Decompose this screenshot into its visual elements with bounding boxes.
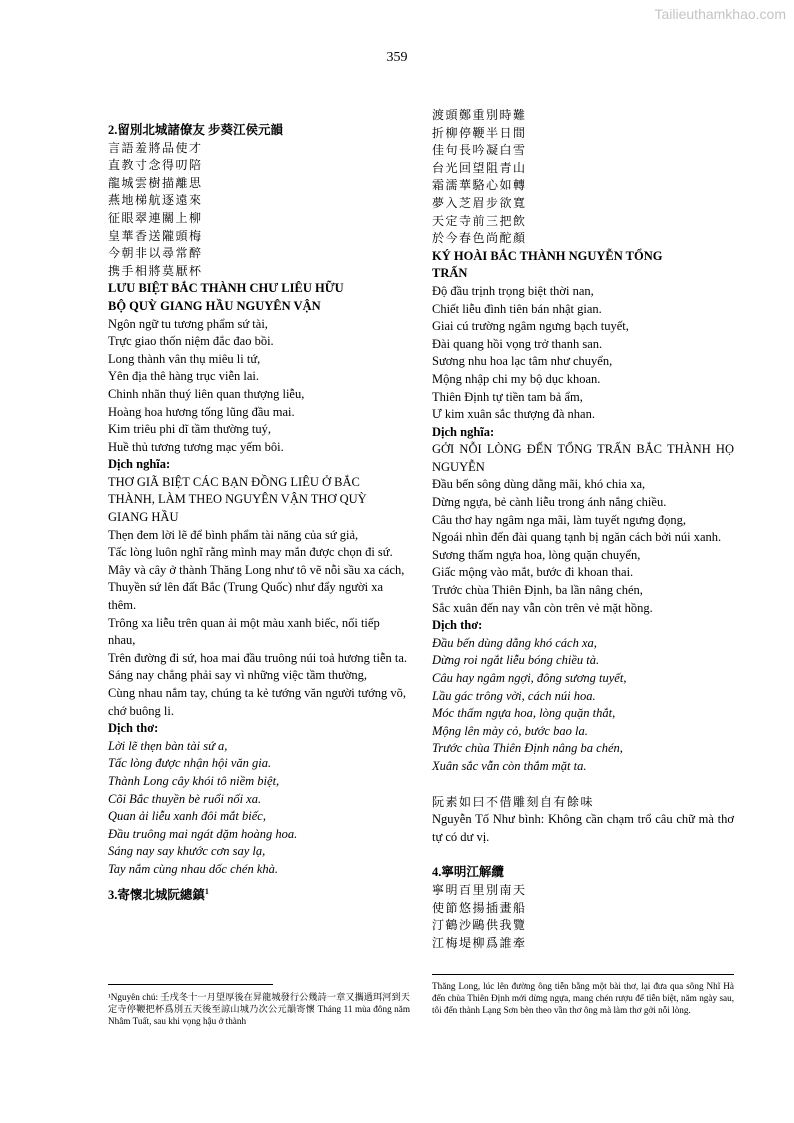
prose-line: Sương thấm ngựa hoa, lòng quặn chuyển, xyxy=(432,547,641,562)
verse-line: Xuân sắc vẫn còn thắm mặt ta. xyxy=(432,758,587,773)
verse-line: Lầu gác trông vời, cách núi hoa. xyxy=(432,688,596,703)
verse-line: Chiết liễu đình tiên bán nhật gian. xyxy=(432,301,602,316)
prose-line: Thẹn đem lời lẽ để bình phẩm tài năng của sứ giả, xyxy=(108,527,359,542)
watermark: Tailieuthamkhao.com xyxy=(654,6,786,22)
han-line: 渡頭鄭重別時難 xyxy=(432,108,527,122)
dich-tho-verse xyxy=(432,635,734,776)
dich-nghia-title: GỞI NỖI LÒNG ĐẾN TỔNG TRẤN BẮC THÀNH HỌ NGUYỄN xyxy=(432,442,734,474)
footnote-marker: 1 xyxy=(204,886,209,896)
verse-line: Trực giao thốn niệm đắc đao bồi. xyxy=(108,334,274,349)
verse-line: Huề thủ tương tương mạc yếm bôi. xyxy=(108,439,284,454)
han-line: 龍城雲樹描離思 xyxy=(108,175,203,190)
dich-nghia-label: Dịch nghĩa: xyxy=(432,424,495,439)
verse-line: Long thành vân thụ miêu li tứ, xyxy=(108,351,261,366)
dich-nghia-label: Dịch nghĩa: xyxy=(108,457,171,472)
han-line: 江梅堤柳爲誰牽 xyxy=(432,935,527,950)
poem4-han-lines xyxy=(432,882,734,952)
verse-line: Móc thấm ngựa hoa, lòng quặn thắt, xyxy=(432,706,616,721)
han-line: 台光回望阻青山 xyxy=(432,160,527,175)
verse-line: Quan ải liễu xanh đôi mắt biếc, xyxy=(108,809,266,824)
han-line: 汀鶴沙鷗供我覽 xyxy=(432,918,527,933)
verse-line: Mộng nhập chi my bộ dục khoan. xyxy=(432,371,601,386)
verse-line: Ngôn ngữ tu tương phẩm sứ tài, xyxy=(108,316,268,331)
poem2-han-lines xyxy=(108,140,408,281)
prose-line: Trông xa liễu trên quan ải một màu xanh biếc, nối tiếp nhau, xyxy=(108,615,380,648)
verse-line: Sương nhu hoa lạc tâm như chuyển, xyxy=(432,354,613,369)
han-line: 皇華香送隴頭梅 xyxy=(108,228,203,243)
verse-line: Sáng nay say khước cơn say lạ, xyxy=(108,844,266,859)
prose-line: Cùng nhau nắm tay, chúng ta kẻ tướng văn người tướng võ, chớ buông li. xyxy=(108,686,406,718)
prose-line: Câu thơ hay ngâm nga mãi, làm tuyết ngưng đọng, xyxy=(432,512,686,527)
title-line: TRẤN xyxy=(432,266,468,281)
footnote-right: Thăng Long, lúc lên đường ông tiễn bằng một bài thơ, lại đưa qua sông Nhĩ Hà đến chùa Thiên Định mới dừng ngựa, mang chén rượu để tiễn biệt, năm ngày sau, tôi đến thành Lạng Sơn bèn theo vần thơ ông mà làm thơ gởi nỗi lòng. xyxy=(432,981,734,1016)
verse-line: Đầu bến dùng dằng khó cách xa, xyxy=(432,635,597,650)
prose-line: Đầu bến sông dùng dằng mãi, khó chia xa, xyxy=(432,477,646,492)
han-line: 使節悠揚插畫船 xyxy=(432,900,527,915)
dich-nghia-text xyxy=(108,527,408,721)
dich-tho-label: Dịch thơ: xyxy=(432,618,483,633)
han-line: 折柳停鞭半日間 xyxy=(432,125,527,140)
poem3-han-lines xyxy=(432,107,734,248)
title-line: KÝ HOÀI BẮC THÀNH NGUYỄN TỔNG xyxy=(432,248,663,263)
verse-line: Ư kim xuân sắc thượng đà nhan. xyxy=(432,407,595,422)
prose-line: Mây và cây ở thành Thăng Long như tô vẽ nỗi sầu xa cách, xyxy=(108,562,405,577)
verse-line: Cõi Bắc thuyền bè ruổi nối xa. xyxy=(108,791,262,806)
verse-line: Mộng lên mày cỏ, bước bao la. xyxy=(432,723,588,738)
title-line: BỘ QUỲ GIANG HẦU NGUYÊN VẬN xyxy=(108,298,321,313)
verse-line: Thiên Định tự tiền tam bả ẩm, xyxy=(432,389,583,404)
dich-tho-verse xyxy=(108,738,408,879)
title-line: LƯU BIỆT BẮC THÀNH CHƯ LIÊU HỮU xyxy=(108,281,344,296)
poem3-heading xyxy=(108,887,408,905)
poem2-title-viet xyxy=(108,280,408,315)
prose-line: Sáng nay chẳng phải say vì những việc tầm thường, xyxy=(108,668,367,683)
verse-line: Chinh nhãn thuý liên quan thượng liễu, xyxy=(108,386,305,401)
dich-tho-label: Dịch thơ: xyxy=(108,721,159,736)
footnote-rule xyxy=(432,974,734,975)
prose-line: Sắc xuân đến nay vẫn còn trên vẻ mặt hồng. xyxy=(432,600,653,615)
verse-line: Dừng roi ngắt liễu bóng chiều tà. xyxy=(432,653,600,668)
verse-line: Trước chùa Thiên Định nâng ba chén, xyxy=(432,741,623,756)
verse-line: Thành Long cây khói tô niềm biệt, xyxy=(108,773,280,788)
han-line: 天定寺前三把飲 xyxy=(432,213,527,228)
right-column xyxy=(432,107,734,952)
verse-line: Độ đầu trịnh trọng biệt thời nan, xyxy=(432,283,594,298)
prose-line: Giấc mộng vào mắt, bước đi khoan thai. xyxy=(432,565,634,580)
han-line: 霜濡華駱心如轉 xyxy=(432,178,527,193)
poem3-heading-text: 3.寄懷北城阮總鎮 xyxy=(108,887,205,902)
poem3-title-viet xyxy=(432,248,734,283)
poem3-transliteration xyxy=(432,283,734,424)
verse-line: Hoàng hoa hương tống lũng đầu mai. xyxy=(108,404,295,419)
han-line: 佳句長吟凝白雪 xyxy=(432,143,527,158)
han-line: 直教寸念得叨陪 xyxy=(108,158,203,173)
footnote-rule xyxy=(108,984,273,985)
poem2-transliteration xyxy=(108,316,408,457)
han-line: 征眼翠連關上柳 xyxy=(108,210,203,225)
han-line: 夢入芝眉步欲寬 xyxy=(432,195,527,210)
han-line: 寧明百里別南天 xyxy=(432,882,527,897)
poem4-heading: 4.寧明江解纜 xyxy=(432,865,504,880)
verse-line: Kim triêu phi dĩ tầm thường tuý, xyxy=(108,422,272,437)
left-column xyxy=(108,108,408,904)
verse-line: Giai cú trường ngâm ngưng bạch tuyết, xyxy=(432,319,629,334)
dich-nghia-text xyxy=(432,476,734,617)
comment-viet: Nguyễn Tố Như bình: Không cần chạm trổ câu chữ mà thơ tự có dư vị. xyxy=(432,812,734,844)
verse-line: Yên địa thê hàng trục viễn lai. xyxy=(108,369,259,384)
prose-line: Trước chùa Thiên Định, ba lần nâng chén, xyxy=(432,583,643,598)
prose-line: Thuyền sứ lên đất Bắc (Trung Quốc) như đẩy người xa thêm. xyxy=(108,580,384,613)
verse-line: Tay nắm cùng nhau dốc chén khà. xyxy=(108,861,278,876)
comment-han: 阮素如曰不借雕刻自有餘味 xyxy=(432,794,595,809)
han-line: 燕地梯航逐遠來 xyxy=(108,193,203,208)
prose-line: Dừng ngựa, bẻ cành liễu trong ánh nắng chiều. xyxy=(432,495,667,510)
prose-line: Trên đường đi sứ, hoa mai đầu truông núi toả hương tiễn ta. xyxy=(108,650,408,665)
prose-line: Ngoái nhìn đến đài quang tạnh bị ngăn cách bởi núi xanh. xyxy=(432,530,722,545)
han-line: 於今春色尚酡顏 xyxy=(432,231,527,246)
verse-line: Tấc lòng được nhận hội văn gia. xyxy=(108,756,272,771)
poem2-heading: 2.留別北城諸僚友 步葵江侯元韻 xyxy=(108,123,284,137)
page-number: 359 xyxy=(386,50,408,65)
dich-nghia-title: THƠ GIÃ BIỆT CÁC BẠN ĐỒNG LIÊU Ở BẮC THÀNH, LÀM THEO NGUYÊN VẬN THƠ QUỲ GIANG HẦU xyxy=(108,474,367,525)
verse-line: Đài quang hồi vọng trở thanh san. xyxy=(432,336,603,351)
han-line: 携手相將莫厭杯 xyxy=(108,263,203,278)
prose-line: Tấc lòng luôn nghĩ rằng mình may mắn được chọn đi sứ. xyxy=(108,545,393,560)
verse-line: Câu hay ngâm ngợi, đông sương tuyết, xyxy=(432,671,627,685)
verse-line: Đầu truông mai ngát dặm hoàng hoa. xyxy=(108,826,298,841)
verse-line: Lời lẽ thẹn bàn tài sứ a, xyxy=(108,738,228,753)
han-line: 言語羞將品使才 xyxy=(108,140,203,155)
footnote-left: ¹Nguyên chú: 壬戌冬十一月望厚後在昇龍城發行公幾詩一章又攜過珥河到天定寺停鞭把杯爲別五天後至諒山城乃次公元韻寄懷 Tháng 11 mùa đông năm Nhâm Tuất, sau khi vọng hậu ở thành xyxy=(108,992,410,1027)
han-line: 今朝非以尋常醉 xyxy=(108,246,203,261)
